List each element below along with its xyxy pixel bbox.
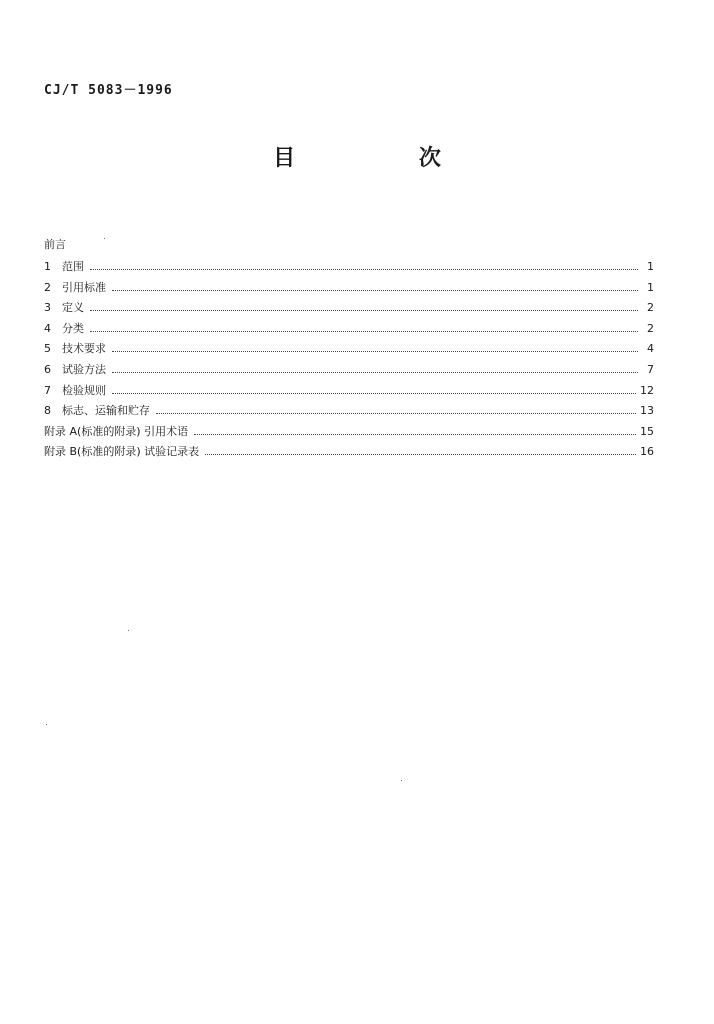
toc-item-number: 1 bbox=[44, 260, 51, 273]
toc-item-appendix-b[interactable] bbox=[44, 442, 654, 463]
toc-item-label: 定义 bbox=[62, 301, 84, 315]
toc-item-page: 12 bbox=[640, 383, 654, 397]
dot-leader bbox=[205, 453, 636, 455]
dot-leader bbox=[112, 289, 638, 291]
toc-item-number: 4 bbox=[44, 321, 51, 335]
toc-item-page: 2 bbox=[647, 301, 654, 315]
toc-item-page: 16 bbox=[640, 445, 654, 459]
toc-item-page: 15 bbox=[640, 424, 654, 438]
toc-item-page: 13 bbox=[640, 404, 654, 418]
toc-item-page: 2 bbox=[647, 321, 654, 335]
toc-item-references[interactable] bbox=[44, 278, 654, 299]
document-id: CJ/T 5083－1996 bbox=[44, 83, 173, 98]
toc-item-classification[interactable] bbox=[44, 319, 654, 340]
dot-leader bbox=[156, 412, 636, 414]
table-of-contents bbox=[44, 236, 654, 463]
toc-item-page: 4 bbox=[647, 342, 654, 356]
toc-item-definitions[interactable] bbox=[44, 298, 654, 319]
toc-item-inspection-rules[interactable] bbox=[44, 381, 654, 402]
toc-item-number: 2 bbox=[44, 280, 51, 294]
toc-item-scope[interactable] bbox=[44, 257, 654, 278]
toc-item-label: 标志、运输和贮存 bbox=[62, 404, 150, 418]
toc-item-label: 检验规则 bbox=[62, 383, 106, 397]
toc-item-label: 附录 B(标准的附录) 试验记录表 bbox=[44, 445, 200, 459]
toc-item-label: 试验方法 bbox=[62, 362, 106, 376]
toc-item-page: 7 bbox=[647, 362, 654, 376]
dot-leader bbox=[194, 433, 636, 435]
dot-leader bbox=[112, 371, 638, 373]
toc-item-label: 引用标准 bbox=[62, 280, 106, 294]
toc-item-label: 附录 A(标准的附录) 引用术语 bbox=[44, 424, 189, 438]
dot-leader bbox=[90, 330, 638, 332]
toc-item-number: 8 bbox=[44, 404, 51, 418]
toc-item-page: 1 bbox=[647, 260, 654, 273]
toc-item-number: 3 bbox=[44, 301, 51, 315]
toc-item-technical-requirements[interactable] bbox=[44, 339, 654, 360]
scan-speck bbox=[46, 724, 47, 725]
dot-leader bbox=[112, 392, 636, 394]
toc-item-marking-transport-storage[interactable] bbox=[44, 401, 654, 422]
dot-leader bbox=[90, 268, 638, 270]
toc-item-page: 1 bbox=[647, 280, 654, 294]
toc-item-label: 范围 bbox=[62, 260, 84, 273]
scan-speck bbox=[128, 630, 129, 631]
toc-item-label: 分类 bbox=[62, 321, 84, 335]
toc-item-label: 技术要求 bbox=[62, 342, 106, 356]
toc-item-number: 7 bbox=[44, 383, 51, 397]
toc-heading-foreword[interactable]: 前言 bbox=[44, 238, 66, 251]
toc-item-number: 5 bbox=[44, 342, 51, 356]
scan-speck bbox=[104, 238, 105, 239]
dot-leader bbox=[90, 309, 638, 311]
toc-item-number: 6 bbox=[44, 362, 51, 376]
scan-speck bbox=[401, 780, 402, 781]
toc-item-test-methods[interactable] bbox=[44, 360, 654, 381]
dot-leader bbox=[112, 350, 638, 352]
toc-item-appendix-a[interactable] bbox=[44, 422, 654, 443]
page-title: 目 次 bbox=[273, 146, 499, 171]
